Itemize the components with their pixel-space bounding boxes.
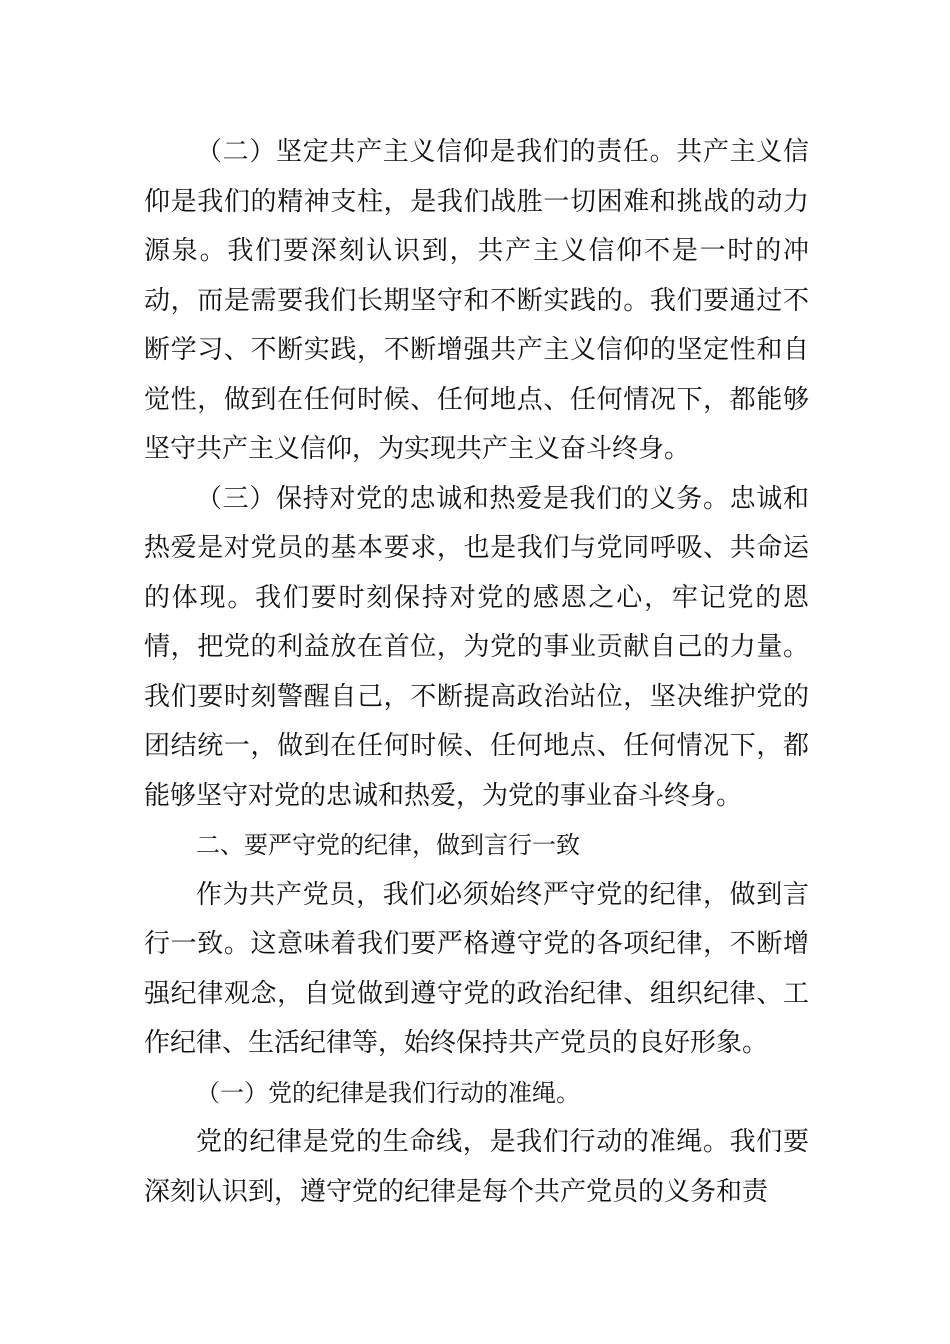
paragraph-discipline-intro: 作为共产党员，我们必须始终严守党的纪律，做到言行一致。这意味着我们要严格遵守党的各项纪律，不断增强纪律观念，自觉做到遵守党的政治纪律、组织纪律、工作纪律、生活纪律等，始终保持共产党员的良好形象。 — [144, 879, 809, 1058]
document-body — [144, 128, 809, 1217]
section-heading-discipline: 二、要严守党的纪律，做到言行一致 — [196, 831, 580, 859]
paragraph-communist-faith: （二）坚定共产主义信仰是我们的责任。共产主义信仰是我们的精神支柱，是我们战胜一切困难和挑战的动力源泉。我们要深刻认识到，共产主义信仰不是一时的冲动，而是需要我们长期坚守和不断实践的。我们要通过不断学习、不断实践，不断增强共产主义信仰的坚定性和自觉性，做到在任何时候、任何地点、任何情况下，都能够坚守共产主义信仰，为实现共产主义奋斗终身。 — [144, 137, 809, 464]
subsection-heading-discipline-rule: （一）党的纪律是我们行动的准绳。 — [196, 1078, 580, 1107]
paragraph-party-loyalty: （三）保持对党的忠诚和热爱是我们的义务。忠诚和热爱是对党员的基本要求，也是我们与党同呼吸、共命运的体现。我们要时刻保持对党的感恩之心，牢记党的恩情，把党的利益放在首位，为党的事业贡献自己的力量。我们要时刻警醒自己，不断提高政治站位，坚决维护党的团结统一，做到在任何时候、任何地点、任何情况下，都能够坚守对党的忠诚和热爱，为党的事业奋斗终身。 — [144, 483, 809, 811]
paragraph-discipline-lifeline: 党的纪律是党的生命线，是我们行动的准绳。我们要深刻认识到，遵守党的纪律是每个共产党员的义务和责 — [144, 1127, 809, 1207]
